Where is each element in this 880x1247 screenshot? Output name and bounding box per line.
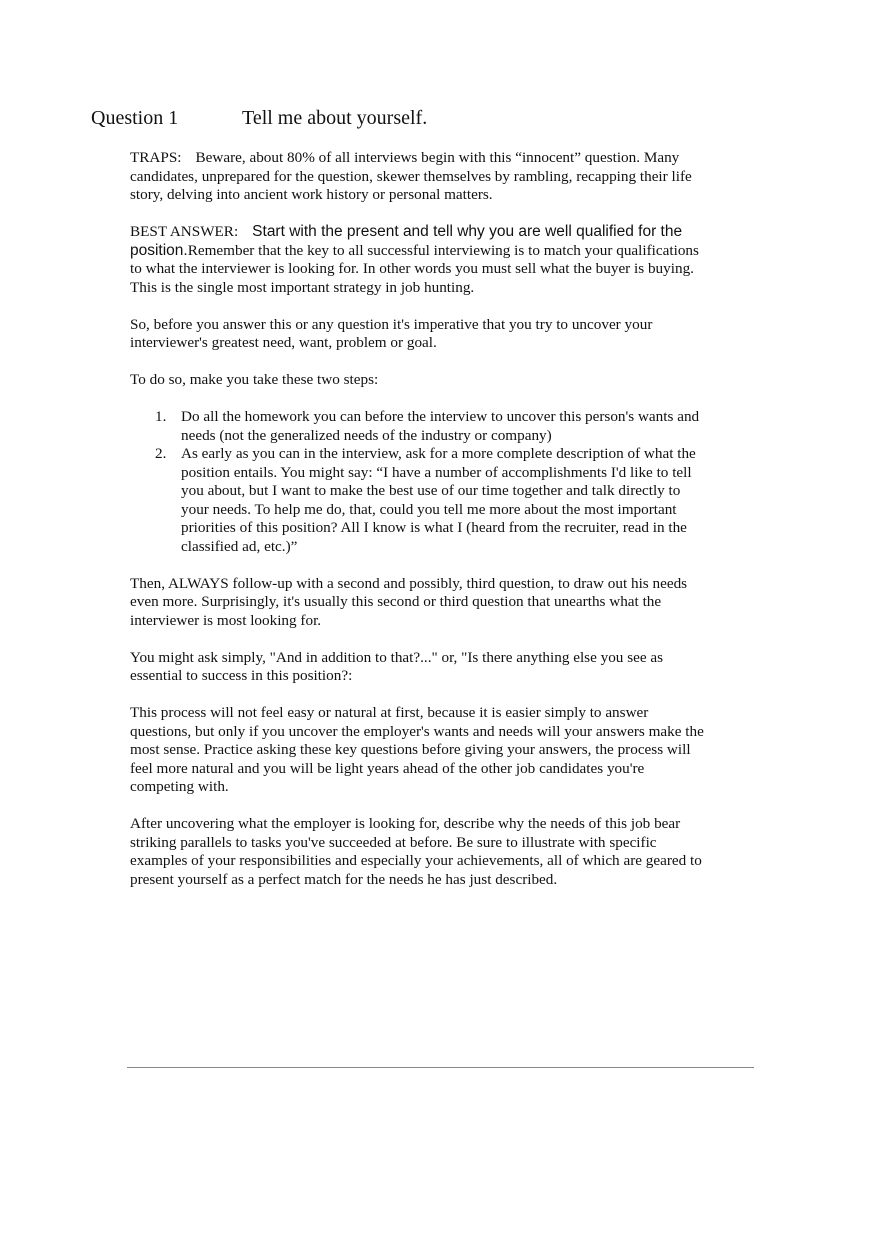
- traps-label: TRAPS:: [130, 149, 182, 166]
- question-heading: [91, 104, 791, 132]
- best-answer-lead: Start with the present and tell why you are well qualified for the position.: [130, 223, 683, 259]
- paragraph-process: This process will not feel easy or natural at first, because it is easier simply to answer questions, but only if you uncover the employer's wants and needs will your answers make the most sense. Practice asking these key questions before giving your answers, the process will feel more natural and you will be light years ahead of the other job candidates you're competing with.: [130, 704, 704, 795]
- question-number: Question 1: [91, 107, 179, 129]
- step-number: 2.: [155, 445, 167, 462]
- paragraph-two-steps: To do so, make you take these two steps:: [130, 371, 379, 388]
- best-answer-paragraph: [130, 223, 705, 297]
- answer-body: [130, 149, 705, 908]
- traps-paragraph: [130, 149, 705, 205]
- paragraph-after-uncovering: After uncovering what the employer is looking for, describe why the needs of this job bear striking parallels to tasks you've succeeded at before. Be sure to illustrate with specific examples of your responsibilities and especially your achievements, all of which are geared to present yourself as a perfect match for the needs he has just described.: [130, 815, 702, 888]
- paragraph-uncover-need: So, before you answer this or any question it's imperative that you try to uncover your interviewer's greatest need, want, problem or goal.: [130, 315, 653, 351]
- best-answer-label: BEST ANSWER:: [130, 223, 239, 240]
- question-title: Tell me about yourself.: [242, 107, 428, 129]
- step-number: 1.: [155, 408, 167, 425]
- paragraph-ask-simply: You might ask simply, "And in addition to that?..." or, "Is there anything else you see as essential to success in this position?:: [130, 648, 664, 684]
- list-item: [130, 408, 705, 445]
- step-text: As early as you can in the interview, ask for a more complete description of what the position entails. You might say: “I have a number of accomplishments I'd like to tell you about, but I want to make the best use of our time together and talk directly to your needs. To help me do, that, could you tell me more about the most important priorities of this position? All I know is what I (heard from the recruiter, read in the classified ad, etc.)”: [181, 445, 696, 555]
- best-answer-text: Remember that the key to all successful interviewing is to match your qualifications to what the interviewer is looking for. In other words you must sell what the buyer is buying. This is the single most important strategy in job hunting.: [130, 241, 699, 296]
- traps-text: Beware, about 80% of all interviews begin with this “innocent” question. Many candidates, unprepared for the question, skewer themselves by rambling, recapping their life story, delving into ancient work history or personal matters.: [130, 149, 692, 203]
- paragraph-follow-up: Then, ALWAYS follow-up with a second and possibly, third question, to draw out his needs even more. Surprisingly, it's usually this second or third question that unearths what the interviewer is most looking for.: [130, 574, 688, 629]
- list-item: [130, 445, 705, 556]
- steps-list: [130, 408, 705, 556]
- footer-divider: [127, 1067, 754, 1068]
- step-text: Do all the homework you can before the interview to uncover this person's wants and needs (not the generalized needs of the industry or company): [181, 408, 700, 444]
